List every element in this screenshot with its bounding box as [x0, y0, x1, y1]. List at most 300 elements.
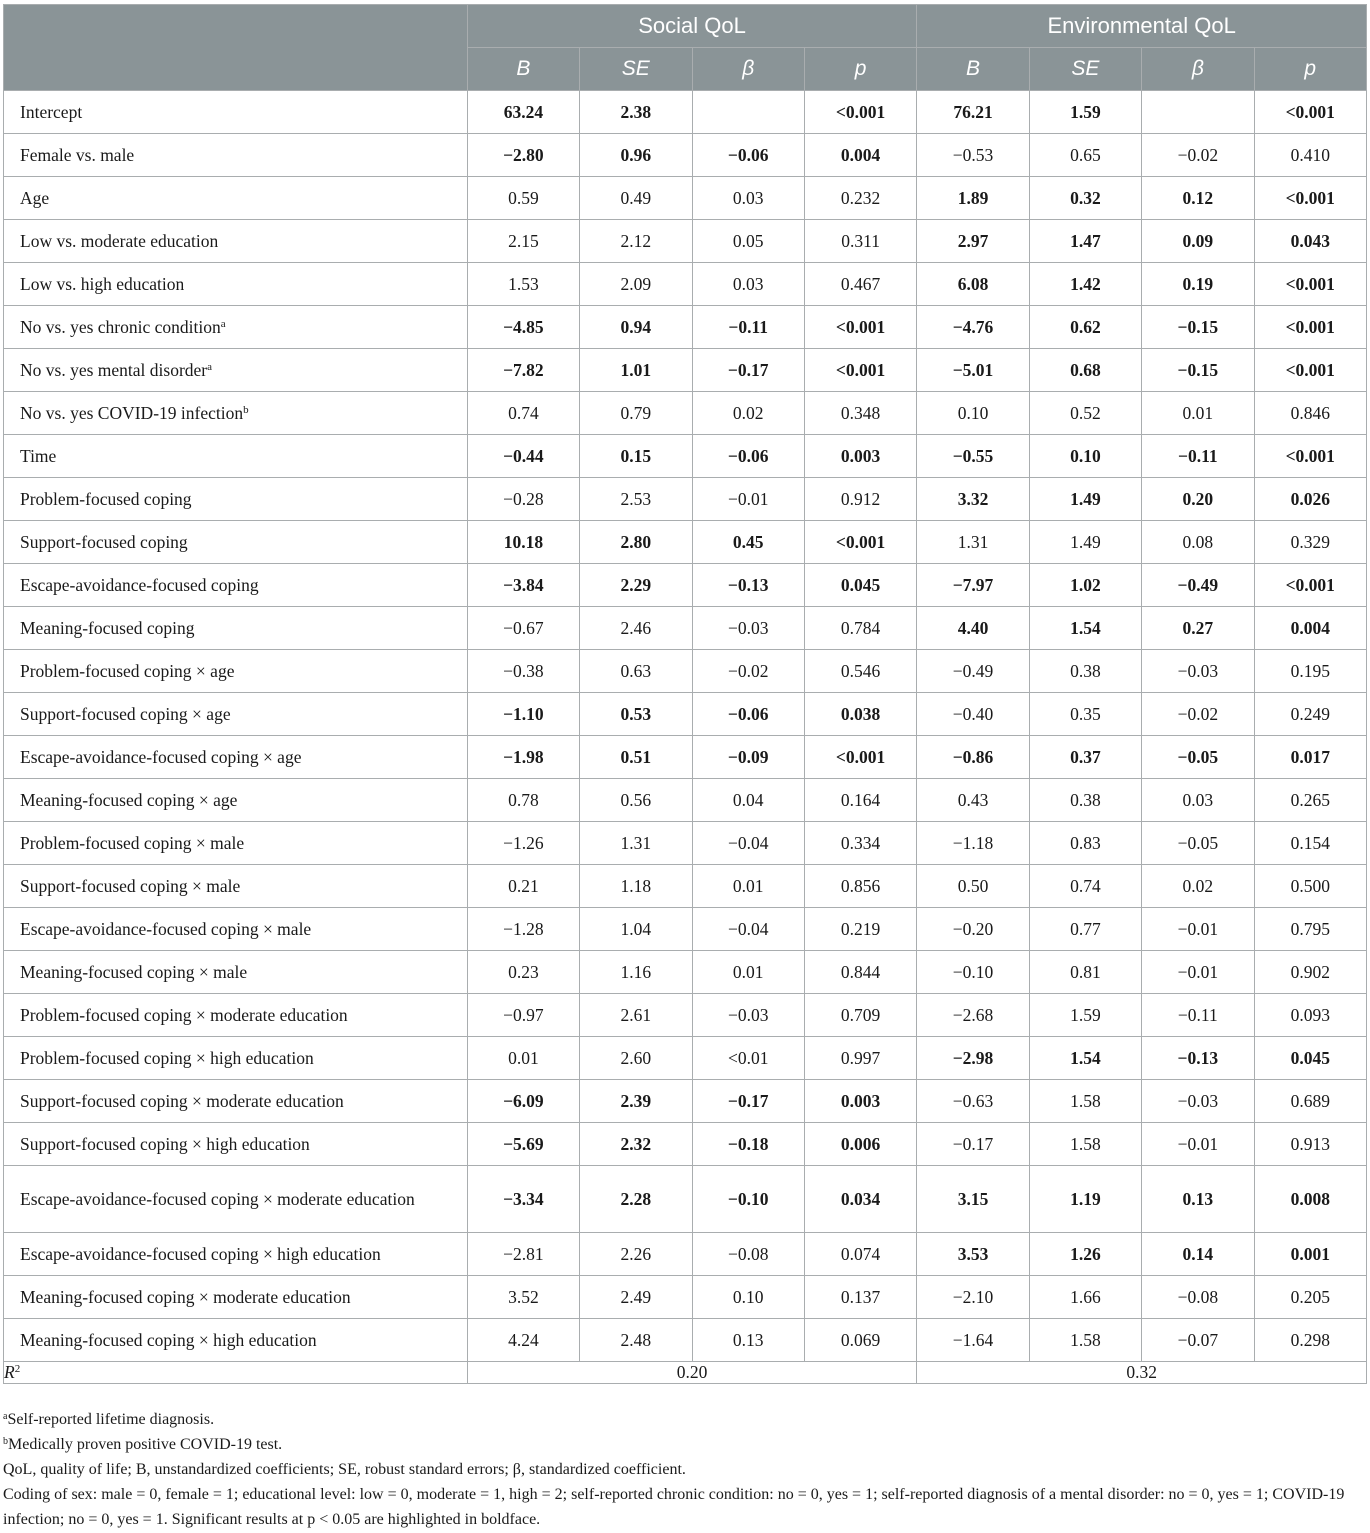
table-cell: 6.08	[917, 263, 1029, 306]
table-row	[4, 263, 1367, 306]
table-cell: −0.17	[917, 1123, 1029, 1166]
table-cell: 0.298	[1254, 1319, 1366, 1362]
table-cell: −4.85	[467, 306, 579, 349]
table-cell: 2.28	[580, 1166, 692, 1233]
table-cell: 1.02	[1029, 564, 1141, 607]
table-cell: −0.86	[917, 736, 1029, 779]
table-cell: 1.58	[1029, 1123, 1141, 1166]
regression-table	[3, 4, 1367, 1384]
table-cell: 1.54	[1029, 607, 1141, 650]
row-label: Problem-focused coping	[4, 478, 468, 521]
table-cell: 0.03	[692, 263, 804, 306]
table-cell: 0.348	[804, 392, 916, 435]
table-cell: <0.001	[804, 521, 916, 564]
table-cell: 0.045	[1254, 1037, 1366, 1080]
table-cell: 0.49	[580, 177, 692, 220]
table-row	[4, 564, 1367, 607]
table-cell: −0.03	[1142, 650, 1254, 693]
table-cell: 0.78	[467, 779, 579, 822]
table-row	[4, 994, 1367, 1037]
row-label: Problem-focused coping × male	[4, 822, 468, 865]
table-row	[4, 607, 1367, 650]
table-row	[4, 1080, 1367, 1123]
table-row	[4, 1319, 1367, 1362]
row-label: Female vs. male	[4, 134, 468, 177]
table-row	[4, 220, 1367, 263]
table-cell: 0.311	[804, 220, 916, 263]
row-label: Problem-focused coping × age	[4, 650, 468, 693]
table-cell: 2.49	[580, 1276, 692, 1319]
table-cell: −0.07	[1142, 1319, 1254, 1362]
table-cell: 0.006	[804, 1123, 916, 1166]
table-cell: 0.004	[804, 134, 916, 177]
row-label: Intercept	[4, 91, 468, 134]
row-label: Low vs. moderate education	[4, 220, 468, 263]
row-label: Support-focused coping × moderate education	[4, 1080, 468, 1123]
table-cell: 0.043	[1254, 220, 1366, 263]
table-cell: <0.001	[1254, 349, 1366, 392]
table-cell: −0.17	[692, 1080, 804, 1123]
table-cell: −0.11	[1142, 435, 1254, 478]
table-cell: 0.62	[1029, 306, 1141, 349]
table-cell: −0.97	[467, 994, 579, 1037]
table-cell: 0.01	[692, 865, 804, 908]
table-cell: 0.10	[1029, 435, 1141, 478]
table-cell: 2.09	[580, 263, 692, 306]
table-cell: −1.26	[467, 822, 579, 865]
table-cell: 0.034	[804, 1166, 916, 1233]
row-label: Meaning-focused coping × moderate education	[4, 1276, 468, 1319]
table-cell: 1.58	[1029, 1080, 1141, 1123]
table-row	[4, 693, 1367, 736]
row-label: Problem-focused coping × high education	[4, 1037, 468, 1080]
table-cell: −0.15	[1142, 349, 1254, 392]
table-row	[4, 779, 1367, 822]
table-cell: <0.001	[804, 306, 916, 349]
table-cell: −0.06	[692, 693, 804, 736]
table-cell: 0.546	[804, 650, 916, 693]
table-cell: 0.21	[467, 865, 579, 908]
table-cell: 0.795	[1254, 908, 1366, 951]
header-social-beta: β	[692, 48, 804, 91]
table-cell: 0.038	[804, 693, 916, 736]
table-cell: 0.017	[1254, 736, 1366, 779]
table-row	[4, 435, 1367, 478]
table-cell: 0.56	[580, 779, 692, 822]
table-cell: 0.334	[804, 822, 916, 865]
table-cell: 0.410	[1254, 134, 1366, 177]
table-cell: 0.912	[804, 478, 916, 521]
table-cell: −0.55	[917, 435, 1029, 478]
table-cell: 0.195	[1254, 650, 1366, 693]
table-row	[4, 91, 1367, 134]
row-label: Age	[4, 177, 468, 220]
table-cell: −2.81	[467, 1233, 579, 1276]
footnote-coding: Coding of sex: male = 0, female = 1; educational level: low = 0, moderate = 1, high = 2; self-reported chronic condition: no = 0, yes = 1; self-reported diagnosis of a mental disorder: no = 0, yes = 1; COVID-19 infection; no = 0, yes = 1. Significant results at p < 0.05 are highlighted in boldface.	[3, 1486, 1345, 1528]
table-cell: 0.03	[692, 177, 804, 220]
table-cell: 2.32	[580, 1123, 692, 1166]
table-cell: <0.001	[1254, 263, 1366, 306]
table-cell: −0.53	[917, 134, 1029, 177]
table-row	[4, 822, 1367, 865]
table-cell: 0.08	[1142, 521, 1254, 564]
table-cell: 0.68	[1029, 349, 1141, 392]
table-cell	[1142, 91, 1254, 134]
table-cell: −0.13	[1142, 1037, 1254, 1080]
row-label: Meaning-focused coping	[4, 607, 468, 650]
table-cell: 0.856	[804, 865, 916, 908]
table-cell: 1.04	[580, 908, 692, 951]
table-cell: −0.04	[692, 908, 804, 951]
table-cell: 2.48	[580, 1319, 692, 1362]
table-cell: 0.01	[692, 951, 804, 994]
header-social-b: B	[467, 48, 579, 91]
table-cell: −0.49	[917, 650, 1029, 693]
table-cell: −0.15	[1142, 306, 1254, 349]
table-cell	[692, 91, 804, 134]
table-cell: 0.997	[804, 1037, 916, 1080]
table-cell: −0.03	[692, 994, 804, 1037]
table-cell: −0.49	[1142, 564, 1254, 607]
row-label: Meaning-focused coping × high education	[4, 1319, 468, 1362]
table-cell: 0.329	[1254, 521, 1366, 564]
table-cell: 0.77	[1029, 908, 1141, 951]
table-cell: −0.06	[692, 134, 804, 177]
table-cell: −2.10	[917, 1276, 1029, 1319]
row-label: Meaning-focused coping × age	[4, 779, 468, 822]
table-cell: 0.913	[1254, 1123, 1366, 1166]
table-cell: 1.42	[1029, 263, 1141, 306]
table-cell: 1.31	[917, 521, 1029, 564]
table-cell: 1.59	[1029, 994, 1141, 1037]
table-row	[4, 1037, 1367, 1080]
table-cell: −0.02	[692, 650, 804, 693]
table-cell: −0.02	[1142, 693, 1254, 736]
table-cell: 0.265	[1254, 779, 1366, 822]
table-cell: 1.31	[580, 822, 692, 865]
row-label: Escape-avoidance-focused coping	[4, 564, 468, 607]
table-cell: 0.37	[1029, 736, 1141, 779]
table-cell: 1.58	[1029, 1319, 1141, 1362]
table-cell: 2.53	[580, 478, 692, 521]
table-cell: <0.001	[804, 91, 916, 134]
table-row	[4, 392, 1367, 435]
table-cell: 1.53	[467, 263, 579, 306]
table-cell: 2.80	[580, 521, 692, 564]
footnote-marker: a	[207, 360, 213, 373]
table-cell: 0.03	[1142, 779, 1254, 822]
table-cell: 0.003	[804, 435, 916, 478]
table-cell: 0.232	[804, 177, 916, 220]
table-cell: 0.500	[1254, 865, 1366, 908]
r-squared-label: $R^2$	[4, 1362, 468, 1384]
table-cell: −0.02	[1142, 134, 1254, 177]
table-row	[4, 865, 1367, 908]
table-cell: −0.08	[1142, 1276, 1254, 1319]
row-label: No vs. yes mental disorder$^a$	[4, 349, 468, 392]
header-env-beta: β	[1142, 48, 1254, 91]
table-cell: 63.24	[467, 91, 579, 134]
table-cell: 2.39	[580, 1080, 692, 1123]
table-cell: 0.12	[1142, 177, 1254, 220]
table-row	[4, 650, 1367, 693]
table-cell: −0.10	[917, 951, 1029, 994]
table-row	[4, 1276, 1367, 1319]
table-cell: 0.13	[692, 1319, 804, 1362]
table-cell: −0.06	[692, 435, 804, 478]
row-label: Support-focused coping	[4, 521, 468, 564]
row-label: Escape-avoidance-focused coping × high education	[4, 1233, 468, 1276]
table-cell: 0.15	[580, 435, 692, 478]
table-cell: 0.689	[1254, 1080, 1366, 1123]
table-cell: 0.79	[580, 392, 692, 435]
table-cell: 2.38	[580, 91, 692, 134]
table-cell: 0.83	[1029, 822, 1141, 865]
table-cell: 0.001	[1254, 1233, 1366, 1276]
table-cell: 0.51	[580, 736, 692, 779]
table-cell: −1.64	[917, 1319, 1029, 1362]
table-cell: 0.14	[1142, 1233, 1254, 1276]
header-env-se: SE	[1029, 48, 1141, 91]
table-cell: 0.96	[580, 134, 692, 177]
table-row	[4, 951, 1367, 994]
r-squared-environmental: 0.32	[917, 1362, 1367, 1384]
table-header	[4, 5, 1367, 91]
table-cell: −5.01	[917, 349, 1029, 392]
table-cell: 3.15	[917, 1166, 1029, 1233]
table-cell: <0.001	[1254, 177, 1366, 220]
table-cell: 3.32	[917, 478, 1029, 521]
table-cell: 0.844	[804, 951, 916, 994]
table-cell: −0.05	[1142, 736, 1254, 779]
table-cell: −1.18	[917, 822, 1029, 865]
footnote-abbreviations: QoL, quality of life; B, unstandardized coefficients; SE, robust standard errors; β, standardized coefficient.	[3, 1461, 686, 1478]
table-cell: <0.001	[1254, 91, 1366, 134]
table-cell: −2.80	[467, 134, 579, 177]
table-cell: <0.001	[1254, 306, 1366, 349]
r-squared-row	[4, 1362, 1367, 1384]
table-cell: −0.20	[917, 908, 1029, 951]
table-cell: 0.137	[804, 1276, 916, 1319]
table-cell: <0.01	[692, 1037, 804, 1080]
table-cell: −0.67	[467, 607, 579, 650]
table-cell: −0.09	[692, 736, 804, 779]
table-cell: −0.10	[692, 1166, 804, 1233]
r-squared-social: 0.20	[467, 1362, 917, 1384]
table-cell: 1.54	[1029, 1037, 1141, 1080]
table-cell: 0.63	[580, 650, 692, 693]
table-cell: 0.38	[1029, 779, 1141, 822]
header-social-p: p	[804, 48, 916, 91]
table-cell: 1.59	[1029, 91, 1141, 134]
table-cell: 0.10	[692, 1276, 804, 1319]
table-cell: 0.154	[1254, 822, 1366, 865]
table-cell: 0.093	[1254, 994, 1366, 1037]
table-cell: 0.01	[467, 1037, 579, 1080]
header-env-p: p	[1254, 48, 1366, 91]
table-cell: −0.03	[692, 607, 804, 650]
table-cell: 2.97	[917, 220, 1029, 263]
table-cell: −0.38	[467, 650, 579, 693]
table-cell: <0.001	[804, 736, 916, 779]
table-cell: −1.98	[467, 736, 579, 779]
table-cell: 0.467	[804, 263, 916, 306]
table-cell: 2.46	[580, 607, 692, 650]
table-cell: 0.249	[1254, 693, 1366, 736]
table-cell: 1.66	[1029, 1276, 1141, 1319]
table-row	[4, 134, 1367, 177]
table-cell: 1.49	[1029, 478, 1141, 521]
table-cell: 0.65	[1029, 134, 1141, 177]
row-label: Support-focused coping × male	[4, 865, 468, 908]
header-environmental-qol: Environmental QoL	[917, 5, 1367, 48]
table-cell: −1.28	[467, 908, 579, 951]
header-social-qol: Social QoL	[467, 5, 917, 48]
row-label: Escape-avoidance-focused coping × male	[4, 908, 468, 951]
header-env-b: B	[917, 48, 1029, 91]
table-cell: 1.26	[1029, 1233, 1141, 1276]
table-cell: −3.84	[467, 564, 579, 607]
table-cell: −1.10	[467, 693, 579, 736]
table-cell: 2.61	[580, 994, 692, 1037]
table-cell: −0.13	[692, 564, 804, 607]
table-cell: −0.11	[1142, 994, 1254, 1037]
table-cell: −0.44	[467, 435, 579, 478]
table-cell: 4.40	[917, 607, 1029, 650]
table-cell: 0.94	[580, 306, 692, 349]
table-cell: 0.10	[917, 392, 1029, 435]
table-cell: 0.38	[1029, 650, 1141, 693]
table-cell: −0.40	[917, 693, 1029, 736]
row-label: Escape-avoidance-focused coping × age	[4, 736, 468, 779]
row-label: Meaning-focused coping × male	[4, 951, 468, 994]
table-row	[4, 736, 1367, 779]
table-cell: 1.18	[580, 865, 692, 908]
table-cell: 1.89	[917, 177, 1029, 220]
table-cell: 76.21	[917, 91, 1029, 134]
table-cell: 0.35	[1029, 693, 1141, 736]
table-cell: 2.12	[580, 220, 692, 263]
header-blank	[4, 5, 468, 91]
table-cell: 0.19	[1142, 263, 1254, 306]
table-cell: 0.069	[804, 1319, 916, 1362]
table-body	[4, 91, 1367, 1362]
row-label: No vs. yes chronic condition$^a$	[4, 306, 468, 349]
table-cell: 0.74	[1029, 865, 1141, 908]
footnote-b: $^b$Medically proven positive COVID-19 test.	[3, 1436, 283, 1453]
footnote-marker: a	[220, 317, 226, 330]
table-cell: −5.69	[467, 1123, 579, 1166]
table-cell: 0.074	[804, 1233, 916, 1276]
table-cell: 1.47	[1029, 220, 1141, 263]
table-cell: 2.26	[580, 1233, 692, 1276]
row-label: Problem-focused coping × moderate education	[4, 994, 468, 1037]
table-cell: 1.49	[1029, 521, 1141, 564]
table-cell: 0.43	[917, 779, 1029, 822]
row-label: Support-focused coping × age	[4, 693, 468, 736]
table-cell: 0.003	[804, 1080, 916, 1123]
table-cell: 1.01	[580, 349, 692, 392]
table-footnotes	[3, 1407, 1365, 1532]
row-label: Time	[4, 435, 468, 478]
table-cell: −7.82	[467, 349, 579, 392]
table-cell: <0.001	[1254, 435, 1366, 478]
table-cell: 0.784	[804, 607, 916, 650]
table-cell: −0.01	[1142, 951, 1254, 994]
table-cell: −2.98	[917, 1037, 1029, 1080]
row-label: Support-focused coping × high education	[4, 1123, 468, 1166]
table-cell: 10.18	[467, 521, 579, 564]
table-row	[4, 1166, 1367, 1233]
table-cell: <0.001	[1254, 564, 1366, 607]
table-row	[4, 908, 1367, 951]
table-cell: −6.09	[467, 1080, 579, 1123]
table-cell: −0.63	[917, 1080, 1029, 1123]
header-social-se: SE	[580, 48, 692, 91]
table-cell: 0.902	[1254, 951, 1366, 994]
table-row	[4, 306, 1367, 349]
table-cell: −0.01	[1142, 1123, 1254, 1166]
table-cell: 0.846	[1254, 392, 1366, 435]
table-cell: −0.05	[1142, 822, 1254, 865]
table-cell: 0.02	[692, 392, 804, 435]
table-cell: 0.27	[1142, 607, 1254, 650]
table-cell: 0.004	[1254, 607, 1366, 650]
footnote-a: $^a$Self-reported lifetime diagnosis.	[3, 1411, 215, 1428]
table-cell: 0.23	[467, 951, 579, 994]
table-cell: 0.32	[1029, 177, 1141, 220]
table-cell: 3.53	[917, 1233, 1029, 1276]
table-cell: −7.97	[917, 564, 1029, 607]
table-cell: −0.17	[692, 349, 804, 392]
table-cell: 1.19	[1029, 1166, 1141, 1233]
table-cell: <0.001	[804, 349, 916, 392]
table-cell: 0.04	[692, 779, 804, 822]
table-cell: 2.29	[580, 564, 692, 607]
table-cell: 0.05	[692, 220, 804, 263]
table-cell: 0.81	[1029, 951, 1141, 994]
table-cell: 0.02	[1142, 865, 1254, 908]
table-cell: 0.205	[1254, 1276, 1366, 1319]
table-cell: 0.53	[580, 693, 692, 736]
table-row	[4, 1233, 1367, 1276]
table-cell: −0.28	[467, 478, 579, 521]
table-cell: −0.01	[692, 478, 804, 521]
table-row	[4, 521, 1367, 564]
table-cell: 1.16	[580, 951, 692, 994]
table-cell: −4.76	[917, 306, 1029, 349]
table-cell: 2.60	[580, 1037, 692, 1080]
row-label: No vs. yes COVID-19 infection$^b$	[4, 392, 468, 435]
table-row	[4, 177, 1367, 220]
table-cell: −0.11	[692, 306, 804, 349]
table-cell: 0.709	[804, 994, 916, 1037]
table-cell: 0.52	[1029, 392, 1141, 435]
table-cell: 0.50	[917, 865, 1029, 908]
table-cell: 0.01	[1142, 392, 1254, 435]
table-cell: 0.09	[1142, 220, 1254, 263]
table-cell: −0.08	[692, 1233, 804, 1276]
footnote-marker: b	[243, 403, 249, 416]
table-cell: 2.15	[467, 220, 579, 263]
row-label: Escape-avoidance-focused coping × moderate education	[4, 1166, 468, 1233]
table-cell: −3.34	[467, 1166, 579, 1233]
table-row	[4, 349, 1367, 392]
table-cell: −0.01	[1142, 908, 1254, 951]
table-cell: 4.24	[467, 1319, 579, 1362]
table-cell: 0.164	[804, 779, 916, 822]
table-cell: 0.20	[1142, 478, 1254, 521]
